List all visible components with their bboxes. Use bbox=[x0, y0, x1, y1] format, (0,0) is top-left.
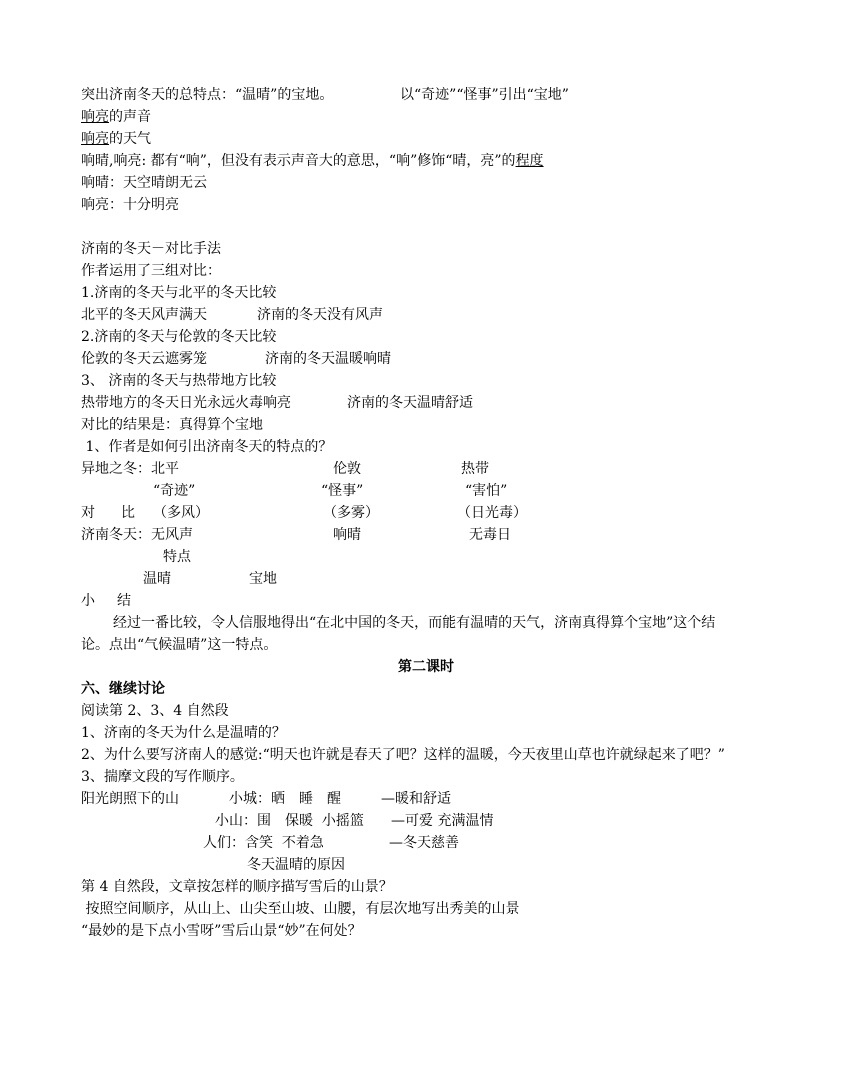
definition-line: 响亮：十分明亮 bbox=[81, 197, 179, 213]
text-line: 按照空间顺序，从山上、山尖至山坡、山腰，有层次地写出秀美的山景 bbox=[81, 901, 520, 917]
table-cell: “怪事” bbox=[321, 483, 364, 499]
lesson-title: 第二课时 bbox=[398, 659, 454, 675]
text-line: 北平的冬天风声满天 bbox=[81, 307, 207, 323]
table-cell: （多雾） bbox=[323, 505, 379, 521]
table-cell: 伦敦 bbox=[333, 461, 361, 477]
definition-line: 响晴,响亮: 都有“响”，但没有表示声音大的意思，“响”修饰“晴，亮”的程度 bbox=[81, 153, 544, 169]
underlined-word: 响亮 bbox=[81, 109, 109, 125]
table-cell: 响晴 bbox=[333, 527, 361, 543]
table-cell: 比 bbox=[121, 505, 135, 521]
text-line: 济南的冬天温晴舒适 bbox=[347, 395, 473, 411]
summary-line-2: 以“奇迹”“怪事”引出“宝地” bbox=[400, 87, 569, 103]
list-item: 1.济南的冬天与北平的冬天比较 bbox=[81, 285, 277, 301]
list-item: 2.济南的冬天与伦敦的冬天比较 bbox=[81, 329, 277, 345]
definition-line: 响晴：天空晴朗无云 bbox=[81, 175, 207, 191]
outline-cell: 冬天温晴的原因 bbox=[247, 857, 345, 873]
text-line: 济南的冬天没有风声 bbox=[257, 307, 383, 323]
underlined-word: 程度 bbox=[515, 153, 544, 169]
paragraph-line: 经过一番比较，令人信服地得出“在北中国的冬天，而能有温晴的天气，济南真得算个宝地”这个结 bbox=[113, 615, 716, 631]
table-cell: 异地之冬：北平 bbox=[81, 461, 179, 477]
paragraph-line: 论。点出“气候温晴”这一特点。 bbox=[81, 637, 278, 653]
outline-cell: —暖和舒适 bbox=[381, 791, 451, 807]
table-cell: （多风） bbox=[153, 505, 209, 521]
text-line: 伦敦的冬天云遮雾笼 bbox=[81, 351, 207, 367]
underlined-word: 响亮 bbox=[81, 131, 109, 147]
summary-line: 突出济南冬天的总特点：“温晴”的宝地。 bbox=[81, 87, 334, 103]
text-line: 济南的冬天温暖响晴 bbox=[265, 351, 391, 367]
text-line: 阅读第 2、3、4 自然段 bbox=[81, 703, 229, 719]
outline-cell: 小城：晒 睡 醒 bbox=[229, 791, 341, 807]
table-cell: “害怕” bbox=[465, 483, 508, 499]
outline-cell: —冬天慈善 bbox=[389, 835, 459, 851]
section-heading: 济南的冬天－对比手法 bbox=[81, 241, 221, 257]
question-line: 1、济南的冬天为什么是温晴的？ bbox=[81, 725, 286, 741]
outline-cell: —可爱 充满温情 bbox=[391, 813, 494, 829]
table-cell: 济南冬天：无风声 bbox=[81, 527, 193, 543]
question-line: “最妙的是下点小雪呀”雪后山景“妙”在何处？ bbox=[81, 923, 362, 939]
table-cell: 无毒日 bbox=[469, 527, 511, 543]
table-cell: 对 bbox=[81, 505, 95, 521]
text-line: 热带地方的冬天日光永远火毒响亮 bbox=[81, 395, 291, 411]
summary-heading: 小 bbox=[81, 593, 95, 609]
text-line: 作者运用了三组对比： bbox=[81, 263, 221, 279]
question-line: 1、作者是如何引出济南冬天的特点的？ bbox=[81, 439, 333, 455]
word-line: 响亮的天气 bbox=[81, 131, 151, 147]
section-heading: 六、继续讨论 bbox=[81, 681, 165, 697]
outline-cell: 人们：含笑 不着急 bbox=[203, 835, 324, 851]
question-line: 第 4 自然段，文章按怎样的顺序描写雪后的山景？ bbox=[81, 879, 393, 895]
outline-cell: 阳光朗照下的山 bbox=[81, 791, 179, 807]
table-cell: （日光毒） bbox=[457, 505, 527, 521]
text-line: 对比的结果是：真得算个宝地 bbox=[81, 417, 263, 433]
list-item: 3、 济南的冬天与热带地方比较 bbox=[81, 373, 277, 389]
question-line: 3、揣摩文段的写作顺序。 bbox=[81, 769, 244, 785]
question-line: 2、为什么要写济南人的感觉:“明天也许就是春天了吧？这样的温暖，今天夜里山草也许就绿起来了吧？” bbox=[81, 747, 725, 763]
table-cell: 特点 bbox=[163, 549, 191, 565]
table-cell: 温晴 bbox=[143, 571, 171, 587]
summary-heading: 结 bbox=[117, 593, 131, 609]
word-line: 响亮的声音 bbox=[81, 109, 151, 125]
table-cell: 热带 bbox=[461, 461, 489, 477]
table-cell: “奇迹” bbox=[153, 483, 196, 499]
table-cell: 宝地 bbox=[249, 571, 277, 587]
outline-cell: 小山：围 保暖 小摇篮 bbox=[215, 813, 364, 829]
